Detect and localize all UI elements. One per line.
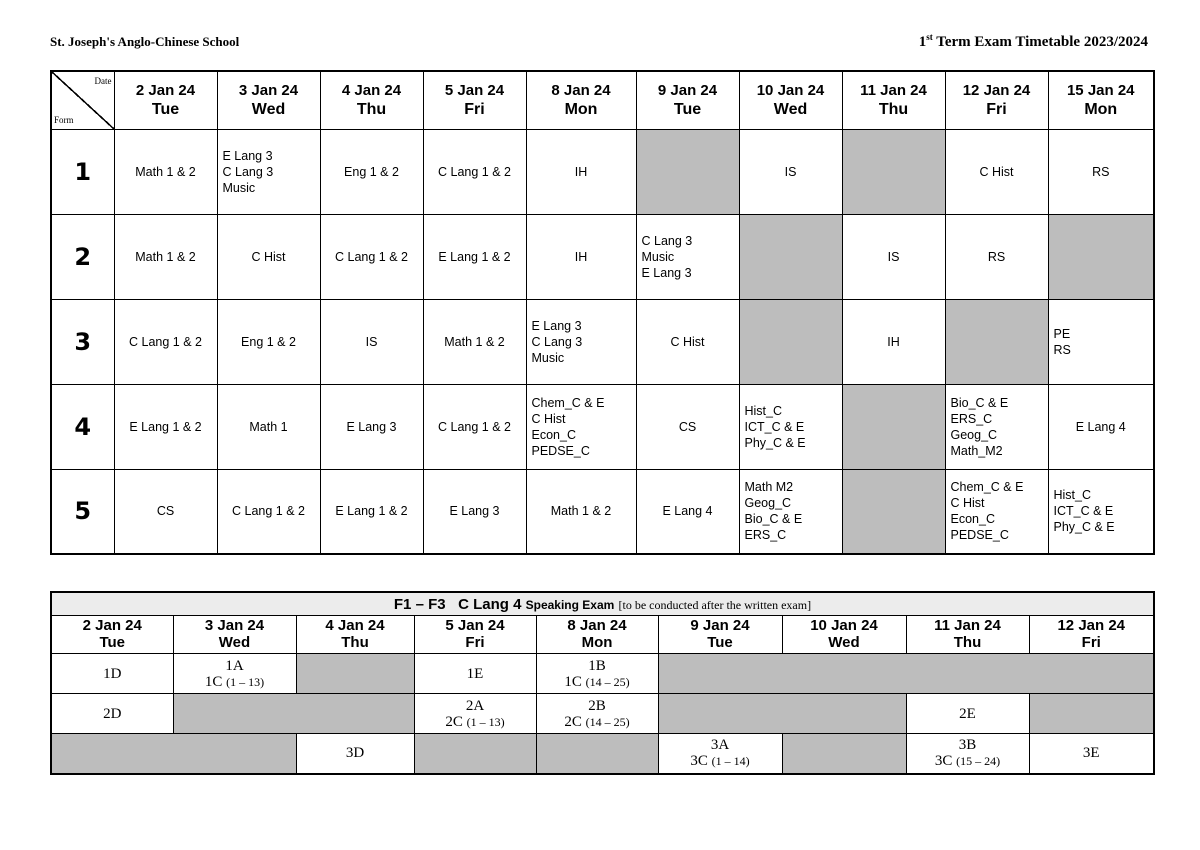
exam-cell	[945, 214, 1048, 299]
day-header: Thu	[842, 101, 945, 129]
term-number: 1	[918, 34, 927, 50]
exam-subject: C Lang 3	[641, 233, 693, 248]
exam-subject: Math 1 & 2	[135, 164, 196, 179]
speaking-day-header: Wed	[782, 634, 906, 654]
exam-subject: C Lang 3	[531, 334, 583, 349]
term-suffix: st	[926, 32, 933, 42]
exam-cell	[636, 384, 739, 469]
speaking-cell: 2E	[906, 694, 1029, 734]
exam-cell	[217, 384, 320, 469]
exam-subject: PEDSE_C	[950, 528, 1009, 543]
exam-subject: E Lang 3	[449, 504, 500, 519]
no-exam-cell	[51, 734, 296, 774]
exam-cell	[842, 214, 945, 299]
speaking-row-f1	[51, 654, 1154, 694]
speaking-date-header: 10 Jan 24	[782, 616, 906, 635]
speaking-cell: 3D	[296, 734, 414, 774]
exam-subject: PEDSE_C	[531, 443, 590, 458]
no-exam-cell	[1029, 694, 1154, 734]
exam-subject: C Lang 1 & 2	[438, 164, 511, 179]
exam-subject: C Lang 1 & 2	[438, 419, 511, 434]
form-row	[51, 384, 1154, 469]
form-number: 3	[51, 299, 114, 384]
exam-subject: E Lang 3	[222, 148, 273, 163]
date-header: 10 Jan 24	[739, 71, 842, 101]
corner-form-label: Form	[54, 114, 74, 125]
exam-subject: Chem_C & E	[950, 480, 1024, 495]
exam-subject: Eng 1 & 2	[344, 164, 399, 179]
form-number: 5	[51, 469, 114, 554]
exam-subject: IS	[887, 249, 900, 264]
date-header: 5 Jan 24	[423, 71, 526, 101]
exam-subject: Phy_C & E	[744, 435, 806, 450]
exam-subject: Econ_C	[950, 512, 995, 527]
form-row	[51, 129, 1154, 214]
speaking-date-header: 11 Jan 24	[906, 616, 1029, 635]
speaking-date-header: 9 Jan 24	[658, 616, 782, 635]
exam-subject: E Lang 4	[1075, 419, 1126, 434]
exam-cell	[114, 299, 217, 384]
day-header: Tue	[114, 101, 217, 129]
no-exam-cell	[782, 734, 906, 774]
timetable-title	[919, 32, 1148, 51]
no-exam-cell	[739, 299, 842, 384]
speaking-date-header: 5 Jan 24	[414, 616, 536, 635]
no-exam-cell	[1048, 214, 1154, 299]
no-exam-cell	[658, 694, 906, 734]
speaking-date-header: 8 Jan 24	[536, 616, 658, 635]
speaking-cell: 1B 1C (14 – 25)	[536, 654, 658, 694]
date-header: 8 Jan 24	[526, 71, 636, 101]
speaking-cell: 1E	[414, 654, 536, 694]
speaking-forms: F1 – F3	[393, 595, 446, 613]
date-header: 3 Jan 24	[217, 71, 320, 101]
speaking-date-header: 2 Jan 24	[51, 616, 173, 635]
speaking-cell: 2B 2C (14 – 25)	[536, 694, 658, 734]
day-header: Tue	[636, 101, 739, 129]
term-title-text: Term Exam Timetable 2023/2024	[936, 34, 1148, 50]
exam-subject: E Lang 4	[662, 504, 713, 519]
no-exam-cell	[658, 654, 1154, 694]
no-exam-cell	[945, 299, 1048, 384]
exam-subject: RS	[1092, 164, 1110, 179]
exam-cell	[945, 469, 1048, 554]
exam-cell	[114, 129, 217, 214]
exam-subject: PE	[1053, 326, 1071, 341]
exam-subject: C Hist	[950, 496, 985, 511]
exam-subject: E Lang 1 & 2	[335, 504, 408, 519]
form-row	[51, 299, 1154, 384]
exam-subject: E Lang 1 & 2	[129, 419, 202, 434]
exam-subject: E Lang 1 & 2	[438, 249, 511, 264]
exam-cell	[1048, 299, 1154, 384]
date-header: 4 Jan 24	[320, 71, 423, 101]
no-exam-cell	[842, 469, 945, 554]
speaking-row-f2	[51, 694, 1154, 734]
exam-cell	[423, 214, 526, 299]
exam-subject: C Hist	[979, 164, 1014, 179]
exam-cell	[217, 299, 320, 384]
exam-subject: IH	[887, 334, 900, 349]
speaking-exam-label: Speaking Exam	[525, 597, 615, 612]
exam-cell	[217, 469, 320, 554]
exam-cell	[423, 384, 526, 469]
day-header: Wed	[217, 101, 320, 129]
exam-cell	[739, 469, 842, 554]
exam-cell	[526, 469, 636, 554]
speaking-cell: 3B 3C (15 – 24)	[906, 734, 1029, 774]
exam-subject: IS	[784, 164, 797, 179]
exam-subject: Math 1	[249, 419, 288, 434]
exam-subject: Eng 1 & 2	[241, 334, 296, 349]
exam-subject: RS	[987, 249, 1006, 264]
no-exam-cell	[739, 214, 842, 299]
form-row	[51, 469, 1154, 554]
exam-cell	[526, 299, 636, 384]
exam-subject: IH	[574, 249, 588, 264]
exam-subject: C Lang 3	[222, 164, 274, 179]
exam-cell	[636, 299, 739, 384]
exam-subject: CS	[156, 504, 175, 519]
day-header: Mon	[1048, 101, 1154, 129]
exam-subject: Econ_C	[531, 427, 576, 442]
exam-cell	[636, 214, 739, 299]
form-number: 2	[51, 214, 114, 299]
exam-subject: CS	[678, 419, 697, 434]
exam-subject: C Hist	[531, 411, 566, 426]
speaking-day-header: Mon	[536, 634, 658, 654]
speaking-cell: 3E	[1029, 734, 1154, 774]
exam-cell	[114, 384, 217, 469]
exam-subject: Music	[222, 180, 256, 195]
exam-cell	[320, 469, 423, 554]
exam-subject: IH	[574, 164, 588, 179]
exam-subject: C Lang 1 & 2	[129, 334, 202, 349]
no-exam-cell	[842, 384, 945, 469]
exam-subject: Math 1 & 2	[135, 249, 196, 264]
exam-subject: Phy_C & E	[1053, 520, 1115, 535]
exam-subject: Hist_C	[1053, 488, 1092, 503]
exam-subject: C Hist	[251, 249, 286, 264]
exam-subject: RS	[1053, 342, 1071, 357]
exam-cell	[636, 469, 739, 554]
exam-cell	[320, 129, 423, 214]
speaking-cell: 2D	[51, 694, 173, 734]
exam-cell	[1048, 129, 1154, 214]
no-exam-cell	[414, 734, 536, 774]
exam-cell	[739, 129, 842, 214]
day-header: Fri	[423, 101, 526, 129]
date-header: 11 Jan 24	[842, 71, 945, 101]
speaking-exam-title	[51, 592, 1154, 616]
speaking-row-f3	[51, 734, 1154, 774]
day-header: Wed	[739, 101, 842, 129]
speaking-exam-timetable	[50, 591, 1155, 775]
speaking-day-header: Tue	[658, 634, 782, 654]
exam-subject: Bio_C & E	[744, 512, 803, 527]
exam-subject: ERS_C	[744, 528, 787, 543]
speaking-note: [to be conducted after the written exam]	[618, 597, 812, 612]
exam-subject: Math M2	[744, 480, 794, 495]
day-header: Thu	[320, 101, 423, 129]
exam-subject: Geog_C	[950, 427, 998, 442]
speaking-date-header: 3 Jan 24	[173, 616, 296, 635]
school-name: St. Joseph's Anglo-Chinese School	[50, 34, 240, 49]
date-header: 9 Jan 24	[636, 71, 739, 101]
date-header: 15 Jan 24	[1048, 71, 1154, 101]
exam-subject: Bio_C & E	[950, 395, 1009, 410]
speaking-cell: 3A 3C (1 – 14)	[658, 734, 782, 774]
corner-date-label: Date	[94, 76, 112, 86]
form-row	[51, 214, 1154, 299]
exam-subject: Math 1 & 2	[444, 334, 505, 349]
exam-subject: Hist_C	[744, 403, 783, 418]
exam-subject: ERS_C	[950, 411, 993, 426]
exam-subject: Math 1 & 2	[550, 504, 612, 519]
speaking-day-header: Wed	[173, 634, 296, 654]
exam-cell	[217, 214, 320, 299]
exam-cell	[320, 214, 423, 299]
speaking-day-header: Tue	[51, 634, 173, 654]
exam-cell	[526, 214, 636, 299]
form-number: 4	[51, 384, 114, 469]
speaking-day-header: Thu	[296, 634, 414, 654]
no-exam-cell	[636, 129, 739, 214]
day-header: Mon	[526, 101, 636, 129]
exam-subject: Math_M2	[950, 443, 1003, 458]
speaking-date-header: 4 Jan 24	[296, 616, 414, 635]
exam-cell	[320, 299, 423, 384]
speaking-date-header: 12 Jan 24	[1029, 616, 1154, 635]
exam-subject: Geog_C	[744, 496, 792, 511]
speaking-cell: 2A 2C (1 – 13)	[414, 694, 536, 734]
exam-subject: ICT_C & E	[744, 419, 805, 434]
exam-subject: E Lang 3	[531, 318, 582, 333]
speaking-subject: C Lang 4	[458, 595, 522, 613]
exam-subject: C Lang 1 & 2	[335, 249, 408, 264]
exam-subject: ICT_C & E	[1053, 504, 1114, 519]
exam-cell	[526, 384, 636, 469]
exam-cell	[423, 299, 526, 384]
exam-cell	[739, 384, 842, 469]
no-exam-cell	[296, 654, 414, 694]
date-header: 12 Jan 24	[945, 71, 1048, 101]
exam-cell	[217, 129, 320, 214]
exam-cell	[114, 469, 217, 554]
no-exam-cell	[842, 129, 945, 214]
exam-subject: IS	[365, 334, 378, 349]
exam-subject: E Lang 3	[346, 419, 397, 434]
exam-cell	[945, 129, 1048, 214]
exam-subject: E Lang 3	[641, 265, 692, 280]
speaking-day-header: Thu	[906, 634, 1029, 654]
exam-cell	[114, 214, 217, 299]
exam-cell	[526, 129, 636, 214]
date-header: 2 Jan 24	[114, 71, 217, 101]
day-header: Fri	[945, 101, 1048, 129]
form-number: 1	[51, 129, 114, 214]
date-form-corner	[51, 71, 114, 129]
speaking-cell: 1A 1C (1 – 13)	[173, 654, 296, 694]
speaking-cell: 1D	[51, 654, 173, 694]
exam-cell	[1048, 384, 1154, 469]
exam-cell	[842, 299, 945, 384]
exam-subject: Music	[641, 249, 675, 264]
exam-subject: Chem_C & E	[531, 395, 605, 410]
written-exam-timetable	[50, 70, 1155, 555]
speaking-day-header: Fri	[1029, 634, 1154, 654]
exam-cell	[320, 384, 423, 469]
no-exam-cell	[173, 694, 414, 734]
no-exam-cell	[536, 734, 658, 774]
exam-cell	[423, 469, 526, 554]
exam-subject: C Hist	[670, 334, 705, 349]
exam-subject: C Lang 1 & 2	[232, 504, 305, 519]
exam-cell	[945, 384, 1048, 469]
exam-cell	[1048, 469, 1154, 554]
exam-subject: Music	[531, 350, 565, 365]
speaking-day-header: Fri	[414, 634, 536, 654]
exam-cell	[423, 129, 526, 214]
